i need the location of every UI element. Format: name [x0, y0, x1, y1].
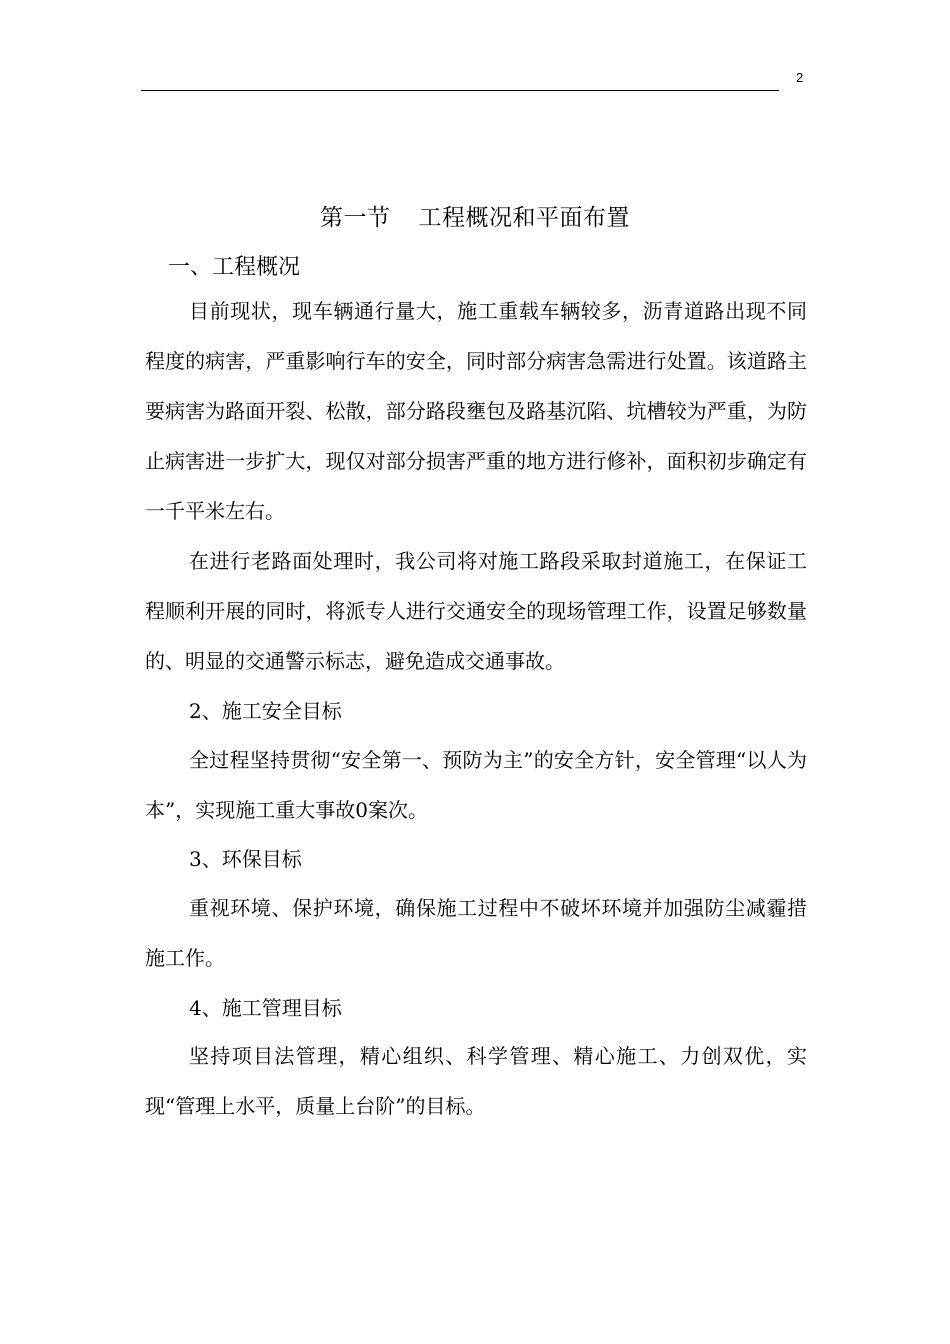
- page-number: 2: [796, 70, 804, 85]
- heading-project-overview: 一、工程概况: [168, 255, 301, 280]
- header-rule: [141, 90, 779, 91]
- heading-safety-target: 2、施工安全目标: [189, 699, 342, 723]
- paragraph-road-closure: 在进行老路面处理时，我公司将对施工路段采取封道施工，在保证工程顺利开展的同时，将派专人进行交通安全的现场管理工作，设置足够数量的、明显的交通警示标志，避免造成交通事故。: [145, 549, 807, 673]
- section-title-number: 第一节: [320, 205, 391, 231]
- heading-environment-target: 3、环保目标: [189, 847, 302, 871]
- section-title-text: 工程概况和平面布置: [418, 205, 630, 231]
- section-title: [0, 200, 950, 236]
- paragraph-management-target: 坚持项目法管理，精心组织、科学管理、精心施工、力创双优，实现“管理上水平，质量上台阶”的目标。: [145, 1044, 807, 1118]
- heading-management-target: 4、施工管理目标: [189, 996, 342, 1020]
- paragraph-current-status: 目前现状，现车辆通行量大，施工重载车辆较多，沥青道路出现不同程度的病害，严重影响行车的安全，同时部分病害急需进行处置。该道路主要病害为路面开裂、松散，部分路段壅包及路基沉陷、坑槽较为严重，为防止病害进一步扩大，现仅对部分损害严重的地方进行修补，面积初步确定有一千平米左右。: [145, 299, 807, 523]
- paragraph-environment-target: 重视环境、保护环境，确保施工过程中不破坏环境并加强防尘减霾措施工作。: [145, 896, 807, 970]
- paragraph-safety-target: 全过程坚持贯彻“安全第一、预防为主”的安全方针，安全管理“以人为本”，实现施工重大事故0案次。: [145, 748, 807, 822]
